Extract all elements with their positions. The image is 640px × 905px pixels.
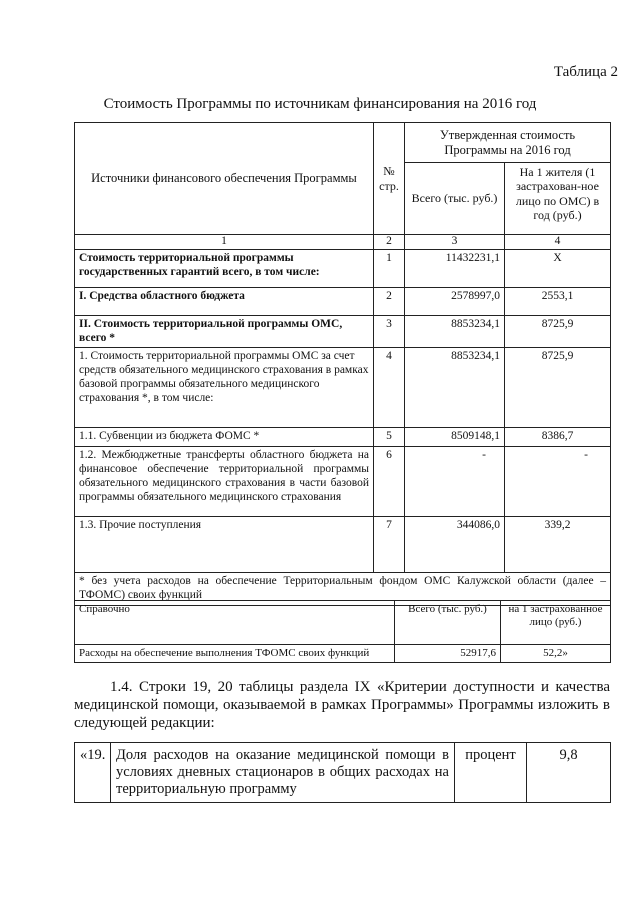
table-label: Таблица 2	[553, 64, 618, 80]
row-per: Х	[505, 249, 611, 287]
header-per-resident: На 1 жителя (1 застрахован-ное лицо по ОМС) в год (руб.)	[505, 163, 611, 235]
header-approved: Утвержденная стоимость Программы на 2016 год	[405, 123, 611, 163]
row-per: 8725,9	[505, 315, 611, 348]
row-label: 1. Стоимость территориальной программы ОМС за счет средств обязательного медицинского страхования в рамках базовой программы обязательного медицинского страхования *, в том числе:	[75, 348, 374, 428]
reference-table	[74, 600, 611, 663]
row-per: 8725,9	[505, 348, 611, 428]
header-source: Источники финансового обеспечения Программы	[75, 123, 374, 235]
funding-table	[74, 122, 611, 606]
row19-text: Доля расходов на оказание медицинской помощи в условиях дневных стационаров в общих расходах на территориальную программу	[111, 743, 455, 803]
row-no: 2	[374, 287, 405, 315]
row19-no: «19.	[75, 743, 111, 803]
row19-value: 9,8	[527, 743, 611, 803]
criteria-row-table	[74, 742, 611, 803]
reference-title: Справочно	[75, 601, 395, 645]
reference-row-per: 52,2»	[501, 645, 611, 663]
header-total: Всего (тыс. руб.)	[405, 163, 505, 235]
table-row	[75, 249, 611, 287]
row-label: 1.1. Субвенции из бюджета ФОМС *	[75, 428, 374, 447]
row-label: II. Стоимость территориальной программы ОМС, всего *	[75, 315, 374, 348]
amendment-paragraph	[74, 678, 610, 732]
col-number: 3	[405, 235, 505, 250]
footnote: * без учета расходов на обеспечение Территориальным фондом ОМС Калужской области (далее – ТФОМС) своих функций	[75, 573, 611, 606]
row-no: 4	[374, 348, 405, 428]
reference-row-label: Расходы на обеспечение выполнения ТФОМС своих функций	[75, 645, 395, 663]
row-total: 344086,0	[405, 517, 505, 573]
table-row	[75, 645, 611, 663]
header-line-no: № стр.	[374, 123, 405, 235]
row-no: 1	[374, 249, 405, 287]
table-row	[75, 287, 611, 315]
page-title: Стоимость Программы по источникам финансирования на 2016 год	[103, 96, 537, 112]
row-label: Стоимость территориальной программы государственных гарантий всего, в том числе:	[75, 249, 374, 287]
paragraph-text: 1.4. Строки 19, 20 таблицы раздела IX «Критерии доступности и качества медицинской помощи, оказываемой в рамках Программы» Программы изложить в следующей редакции:	[74, 679, 610, 731]
col-number: 4	[505, 235, 611, 250]
reference-col-per: на 1 застрахованное лицо (руб.)	[501, 601, 611, 645]
row-per: -	[505, 447, 611, 517]
row-no: 5	[374, 428, 405, 447]
row-per: 8386,7	[505, 428, 611, 447]
col-number: 2	[374, 235, 405, 250]
row-no: 7	[374, 517, 405, 573]
row-label: 1.2. Межбюджетные трансферты областного бюджета на финансовое обеспечение территориальной программы обязательного медицинского страхования в части базовой программы обязательного медицинского страхования	[75, 447, 374, 517]
row-total: 11432231,1	[405, 249, 505, 287]
table-row	[75, 447, 611, 517]
table-row	[75, 517, 611, 573]
row-no: 3	[374, 315, 405, 348]
row-per: 339,2	[505, 517, 611, 573]
row-total: -	[405, 447, 505, 517]
col-number: 1	[75, 235, 374, 250]
row-label: I. Средства областного бюджета	[75, 287, 374, 315]
row-total: 8509148,1	[405, 428, 505, 447]
row-per: 2553,1	[505, 287, 611, 315]
reference-row-total: 52917,6	[395, 645, 501, 663]
row-label: 1.3. Прочие поступления	[75, 517, 374, 573]
table-row	[75, 743, 611, 803]
table-row	[75, 315, 611, 348]
row-total: 2578997,0	[405, 287, 505, 315]
row-no: 6	[374, 447, 405, 517]
table-row	[75, 428, 611, 447]
row19-unit: процент	[455, 743, 527, 803]
table-row	[75, 348, 611, 428]
reference-col-total: Всего (тыс. руб.)	[395, 601, 501, 645]
row-total: 8853234,1	[405, 348, 505, 428]
row-total: 8853234,1	[405, 315, 505, 348]
